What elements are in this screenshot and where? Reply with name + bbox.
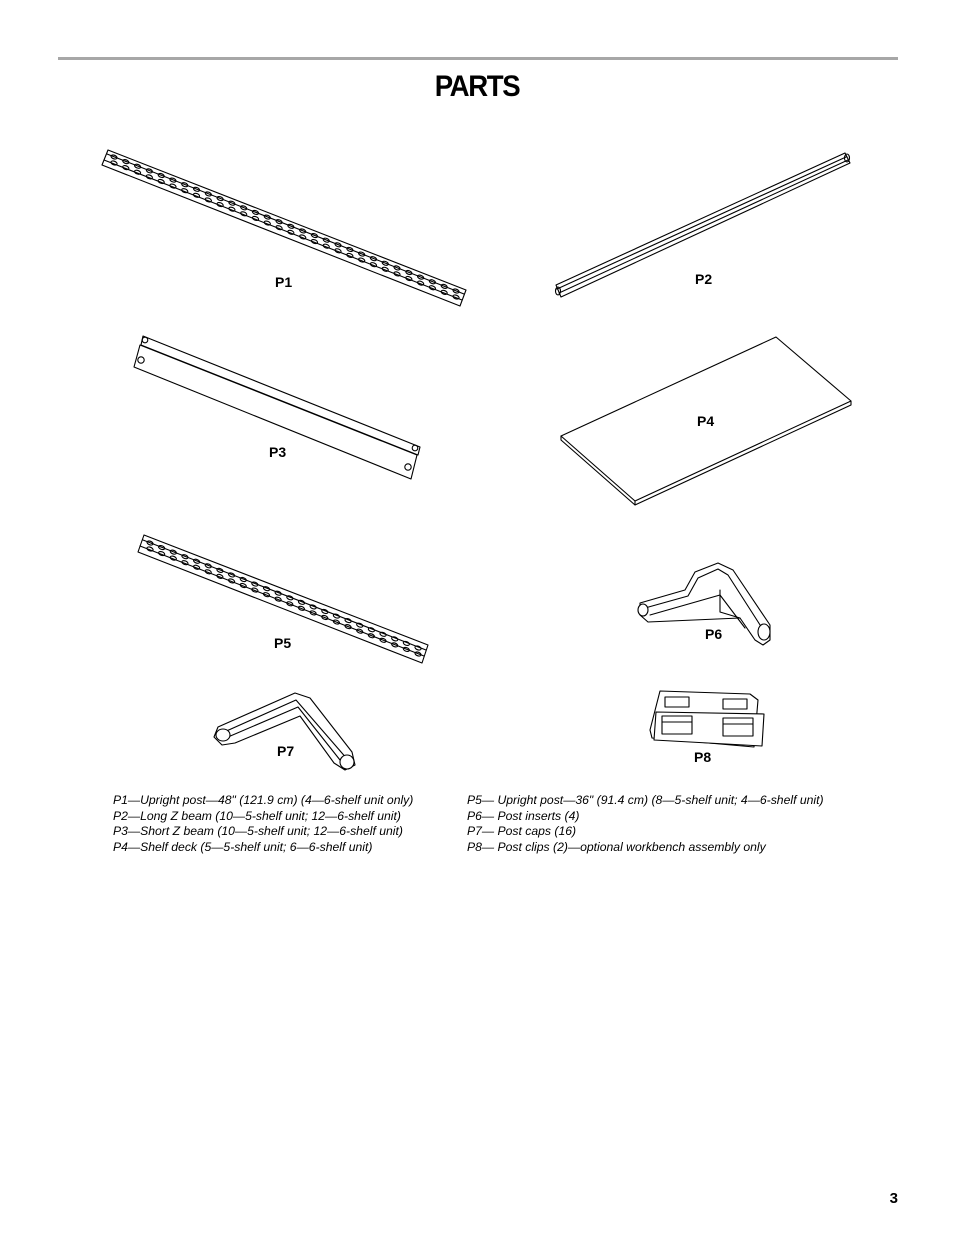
label-p8: P8 (694, 749, 712, 765)
label-p1: P1 (275, 274, 293, 290)
part-desc-p2: P2—Long Z beam (10—5-shelf unit; 12—6-shelf unit) (113, 808, 401, 823)
part-desc-p5: P5— Upright post—36" (91.4 cm) (8—5-shelf unit; 4—6-shelf unit) (467, 793, 824, 807)
part-desc-p3: P3—Short Z beam (10—5-shelf unit; 12—6-shelf unit) (113, 824, 403, 839)
page-number: 3 (889, 1190, 898, 1207)
part-desc-p6: P6— Post inserts (4) (467, 808, 580, 823)
parts-list-left (113, 793, 413, 855)
label-p3: P3 (269, 444, 287, 460)
part-desc-p4: P4—Shelf deck (5—5-shelf unit; 6—6-shelf unit) (113, 839, 373, 854)
label-p6: P6 (705, 626, 723, 642)
label-p7: P7 (277, 743, 295, 759)
parts-list-right (467, 793, 824, 855)
label-p5: P5 (274, 635, 292, 651)
p8-post-clip-drawing (650, 691, 764, 747)
p6-post-insert-drawing (638, 563, 770, 645)
label-p2: P2 (695, 271, 713, 287)
part-desc-p8: P8— Post clips (2)—optional workbench assembly only (467, 839, 766, 854)
page-title: PARTS (434, 70, 520, 103)
label-p4: P4 (697, 413, 715, 429)
part-desc-p1: P1—Upright post—48" (121.9 cm) (4—6-shelf unit only) (113, 793, 414, 807)
part-desc-p7: P7— Post caps (16) (467, 824, 577, 839)
